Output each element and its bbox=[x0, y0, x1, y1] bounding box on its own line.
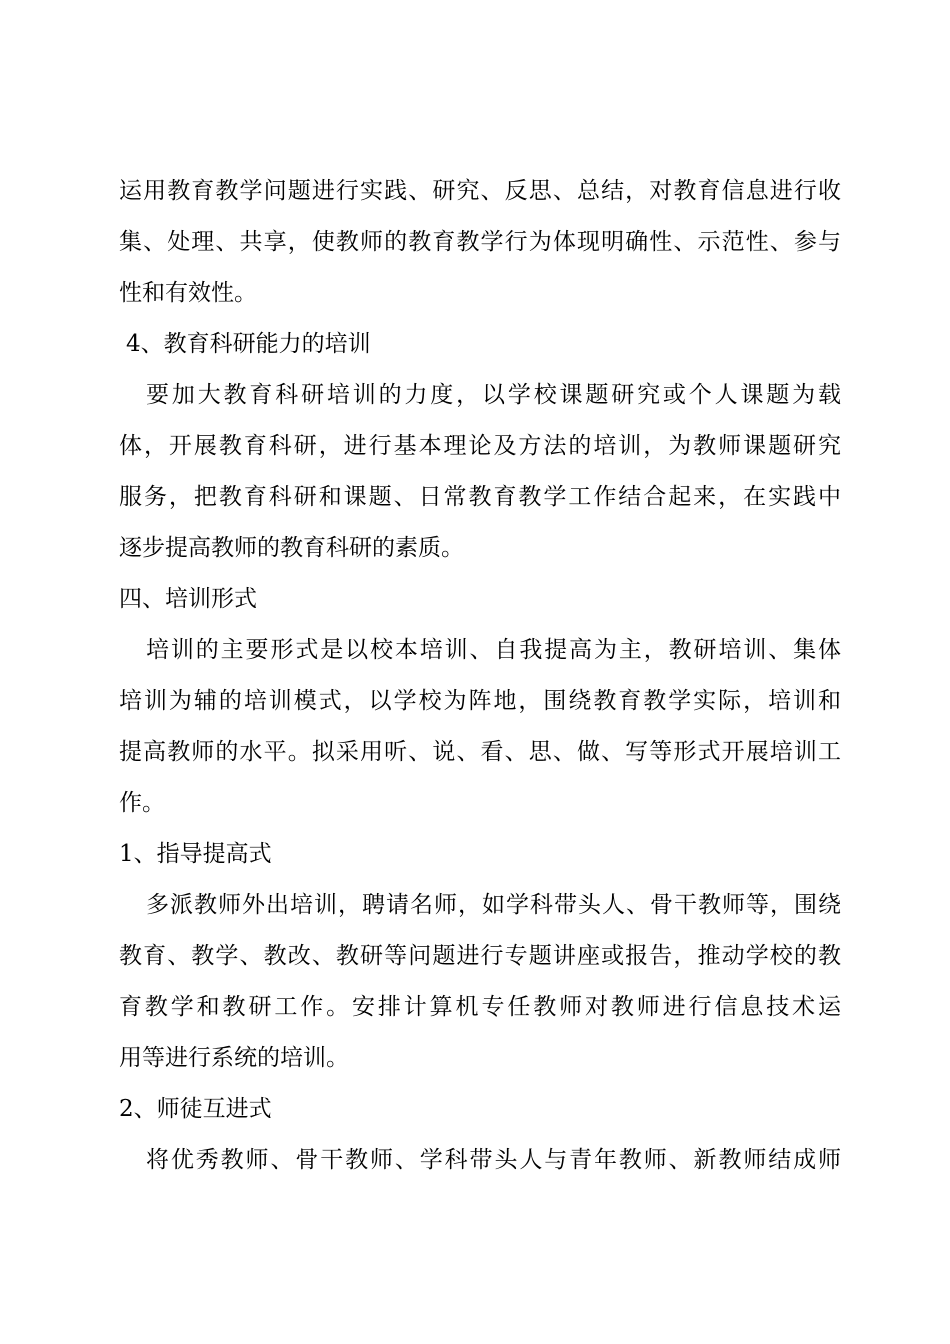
paragraph-line: 培训为辅的培训模式，以学校为阵地，围绕教育教学实际，培训和 bbox=[119, 688, 841, 714]
section-heading: 四、培训形式 bbox=[119, 586, 257, 612]
section-heading: 4、教育科研能力的培训 bbox=[126, 331, 371, 357]
paragraph-line: 服务，把教育科研和课题、日常教育教学工作结合起来，在实践中 bbox=[119, 484, 841, 510]
paragraph-line: 集、处理、共享，使教师的教育教学行为体现明确性、示范性、参与 bbox=[119, 229, 841, 255]
paragraph-line: 体，开展教育科研，进行基本理论及方法的培训，为教师课题研究 bbox=[119, 433, 841, 459]
paragraph-line: 将优秀教师、骨干教师、学科带头人与青年教师、新教师结成师 bbox=[146, 1147, 841, 1173]
paragraph-line: 作。 bbox=[119, 790, 165, 816]
section-heading: 1、指导提高式 bbox=[119, 841, 272, 867]
section-heading: 2、师徒互进式 bbox=[119, 1096, 272, 1122]
document-page bbox=[119, 166, 841, 1186]
paragraph-line: 育教学和教研工作。安排计算机专任教师对教师进行信息技术运 bbox=[119, 994, 841, 1020]
paragraph-line: 多派教师外出培训，聘请名师，如学科带头人、骨干教师等，围绕 bbox=[146, 892, 841, 918]
paragraph-line: 教育、教学、教改、教研等问题进行专题讲座或报告，推动学校的教 bbox=[119, 943, 841, 969]
paragraph-line: 运用教育教学问题进行实践、研究、反思、总结，对教育信息进行收 bbox=[119, 178, 841, 204]
paragraph-line: 用等进行系统的培训。 bbox=[119, 1045, 349, 1071]
paragraph-line: 要加大教育科研培训的力度，以学校课题研究或个人课题为载 bbox=[146, 382, 841, 408]
paragraph-line: 提高教师的水平。拟采用听、说、看、思、做、写等形式开展培训工 bbox=[119, 739, 841, 765]
paragraph-line: 培训的主要形式是以校本培训、自我提高为主，教研培训、集体 bbox=[146, 637, 841, 663]
paragraph-line: 性和有效性。 bbox=[119, 280, 257, 306]
paragraph-line: 逐步提高教师的教育科研的素质。 bbox=[119, 535, 464, 561]
